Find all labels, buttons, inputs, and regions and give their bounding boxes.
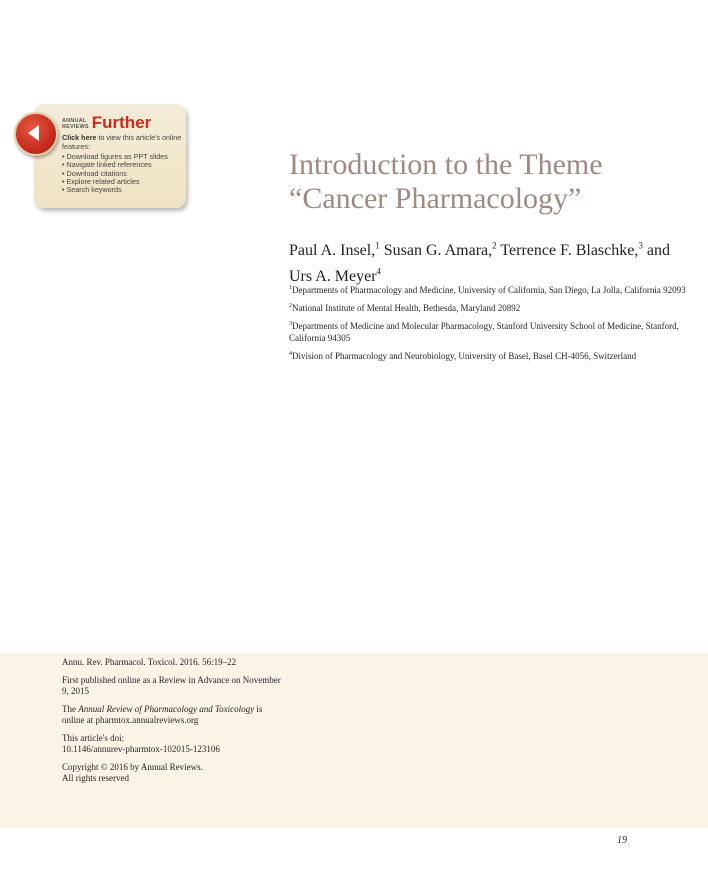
copyright: Copyright © 2016 by Annual Reviews. All rights reserved <box>62 761 203 783</box>
affiliations <box>289 283 689 367</box>
author: Paul A. Insel,$^1$ <box>289 241 380 260</box>
click-here-link[interactable]: Click here <box>62 133 97 142</box>
affiliation: $^3$Departments of Medicine and Molecular Pharmacology, Stanford University School of Medicine, Stanford, California 94305 <box>289 321 679 343</box>
affiliation: $^1$Departments of Pharmacology and Medicine, University of California, San Diego, La Jolla, California 92093 <box>289 285 686 295</box>
further-badge[interactable] <box>14 104 188 210</box>
author: and Urs A. Meyer$^4$ <box>289 242 670 285</box>
feature-item[interactable]: • Download figures as PPT slides <box>62 153 184 161</box>
page-number: 19 <box>617 835 627 846</box>
author-list <box>289 236 689 287</box>
feature-item[interactable]: • Navigate linked references <box>62 161 184 169</box>
further-header <box>62 110 184 132</box>
author: Terrence F. Blaschke,$^3$ <box>500 241 643 260</box>
doi: This article's doi: 10.1146/annurev-pharmtox-102015-123106 <box>62 732 220 754</box>
annual-reviews-logo: ANNUAL REVIEWS <box>62 118 89 130</box>
affiliation: $^4$Division of Pharmacology and Neurobiology, University of Basel, Basel CH-4056, Switzerland <box>289 350 637 361</box>
further-click-here[interactable]: Click here to view this article's online features: <box>62 133 182 151</box>
first-published: First published online as a Review in Advance on November 9, 2015 <box>62 674 281 696</box>
article-metadata <box>62 657 282 791</box>
further-features-list <box>62 153 184 194</box>
author: Susan G. Amara,$^2$ <box>383 241 497 260</box>
citation: Annu. Rev. Pharmacol. Toxicol. 2016. 56:19–22 <box>62 657 237 667</box>
further-title: Further <box>91 113 152 132</box>
feature-item[interactable]: • Search keywords <box>62 186 184 194</box>
affiliation: $^2$National Institute of Mental Health, Bethesda, Maryland 20892 <box>289 303 521 313</box>
back-arrow-icon[interactable] <box>14 112 58 156</box>
doi-link[interactable]: 10.1146/annurev-pharmtox-102015-123106 <box>62 744 220 754</box>
feature-item[interactable]: • Explore related articles <box>62 178 184 186</box>
feature-item[interactable]: • Download citations <box>62 170 184 178</box>
article-title: Introduction to the Theme “Cancer Pharmacology” <box>289 148 603 215</box>
further-content <box>62 110 184 195</box>
online-location: The Annual Review of Pharmacology and Toxicology is online at pharmtox.annualreviews.org <box>62 703 263 725</box>
